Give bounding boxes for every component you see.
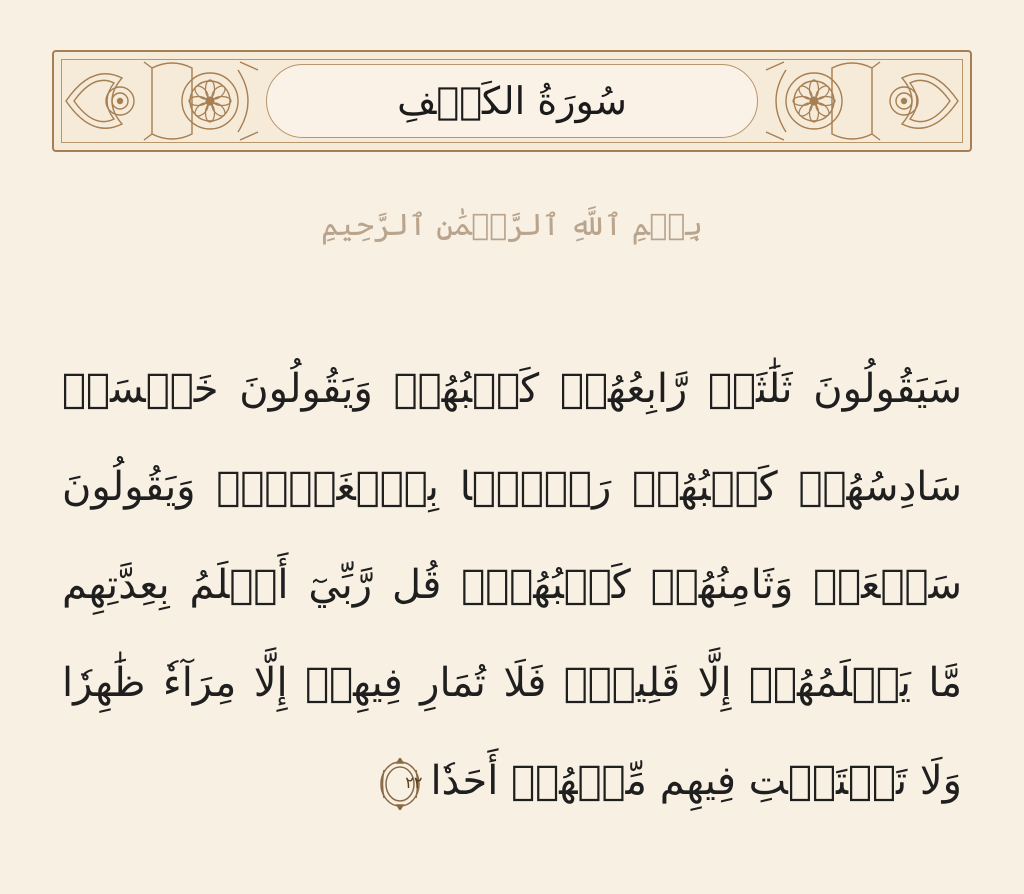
surah-title-panel bbox=[266, 64, 758, 138]
verse-block bbox=[62, 340, 962, 830]
surah-title: سُورَةُ الكَهۡفِ bbox=[397, 79, 627, 123]
verse-end-marker bbox=[378, 758, 422, 810]
left-ornament-icon bbox=[62, 58, 262, 144]
surah-header-frame bbox=[52, 50, 972, 152]
right-ornament-icon bbox=[762, 58, 962, 144]
basmala: بِسۡمِ ٱللَّهِ ٱلرَّحۡمَٰنِ ٱلرَّحِيمِ bbox=[321, 208, 703, 243]
verse-number: ٢٢ bbox=[405, 773, 423, 792]
verse-text: سَيَقُولُونَ ثَلَٰثَةٞ رَّابِعُهُمۡ كَلۡبُهُمۡ وَيَقُولُونَ خَمۡسَةٞ سَادِسُهُمۡ كَلۡبُهُمۡ رَجۡمَۢا بِٱلۡغَيۡبِۖ وَيَقُولُونَ سَبۡعَةٞ وَثَامِنُهُمۡ كَلۡبُهُمۡۚ قُل رَّبِّيٓ أَعۡلَمُ بِعِدَّتِهِم مَّا يَعۡلَمُهُمۡ إِلَّا قَلِيلٞۗ فَلَا تُمَارِ فِيهِمۡ إِلَّا مِرَآءٗ ظَٰهِرٗا وَلَا تَسۡتَفۡتِ فِيهِم مِّنۡهُمۡ أَحَدٗا bbox=[62, 366, 962, 804]
